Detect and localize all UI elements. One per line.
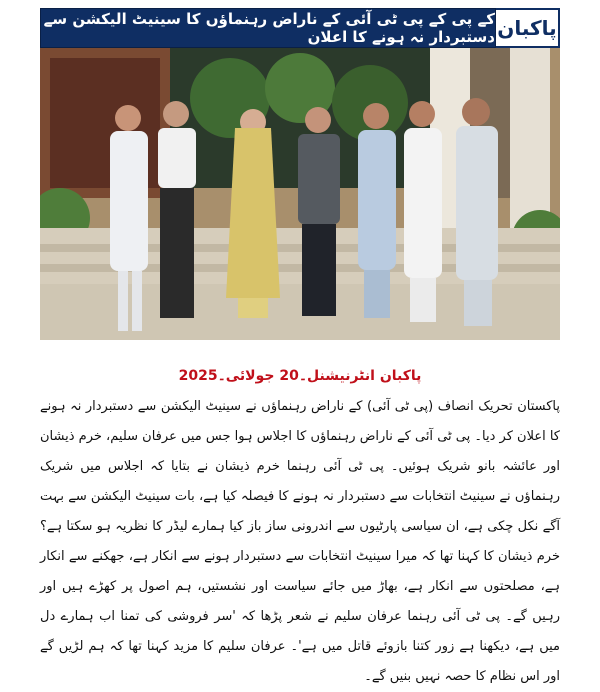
article-body: پاکستان تحریک انصاف (پی ٹی آئی) کے ناراض رہنماؤں نے سینیٹ الیکشن سے دستبردار نہ ہونے کا اعلان کر دیا۔ پی ٹی آئی کے ناراض رہنماؤں کا اجلاس ہوا جس میں عرفان سلیم، خرم ذیشان اور عائشہ بانو شریک ہوئیں۔ پی ٹی آئی رہنما خرم ذیشان نے بتایا کہ اجلاس میں شریک رہنماؤں نے سینیٹ انتخابات سے دستبردار نہ ہونے کا فیصلہ کیا ہے، بات سینیٹ الیکشن سے بہت آگے نکل چکی ہے، ان سیاسی پارٹیوں سے اندرونی ساز باز کیا ہمارے لیڈر کا نظریہ ہو سکتا ہے؟ خرم ذیشان کا کہنا تھا کہ میرا سینیٹ انتخابات سے دستبردار ہونے سے انکار ہے، جھکنے سے انکار ہے، مصلحتوں سے انکار ہے، بھاڑ میں جائے سیاست اور نشستیں، ہم اصول پر کھڑے ہیں اور رہیں گے۔ پی ٹی آئی رہنما عرفان سلیم نے شعر پڑھا کہ 'سر فروشی کی تمنا اب ہمارے دل میں ہے، دیکھنا ہے زور کتنا بازوئے قاتل میں ہے'۔ عرفان سلیم کا مزید کہنا تھا کہ ہم لڑیں گے اور اس نظام کا حصہ نہیں بنیں گے۔: [40, 399, 560, 684]
brand-logo: پاکبان: [496, 8, 560, 48]
news-photo: [40, 48, 560, 340]
headline-banner: [40, 8, 560, 48]
dateline: پاکبان انٹرنیشنل۔20 جولائی۔2025: [178, 368, 422, 384]
group-photo-illustration: [40, 48, 560, 340]
article: [40, 392, 560, 692]
headline: کے پی کے پی ٹی آئی کے ناراض رہنماؤں کا سینیٹ الیکشن سے دستبردار نہ ہونے کا اعلان: [40, 8, 496, 48]
